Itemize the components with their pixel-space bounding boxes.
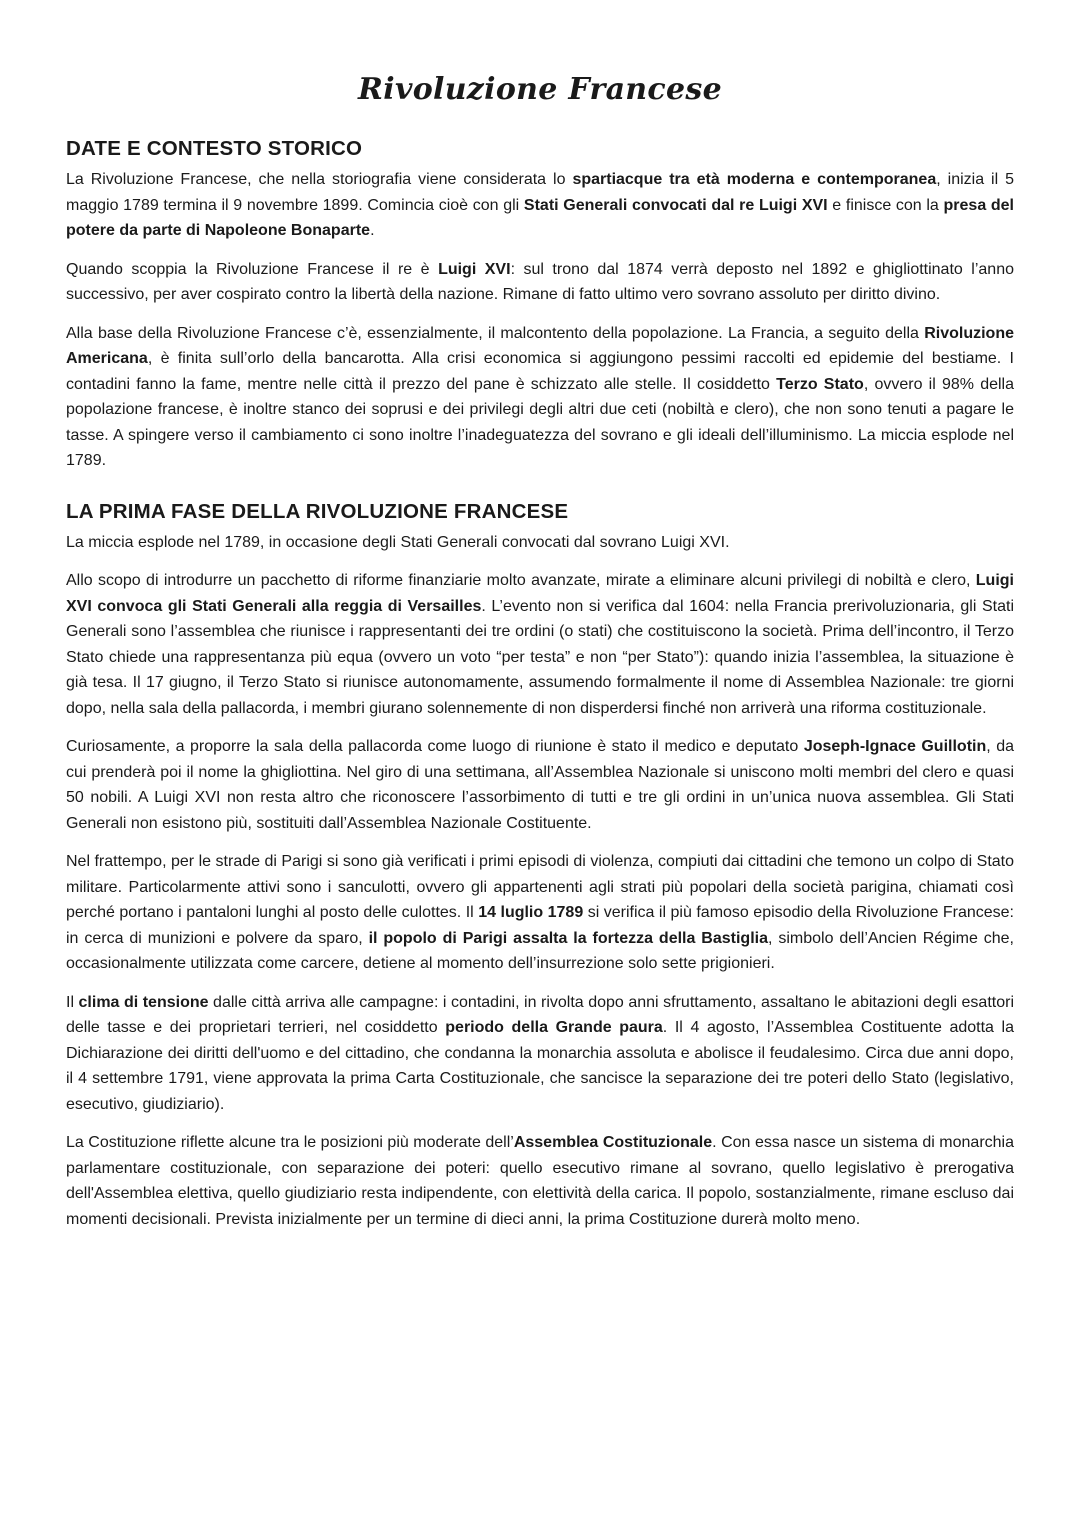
- text-run: si verifica il più famoso episodio della Rivoluzione Francese: in cerca di munizioni e polvere da sparo,: [66, 904, 1015, 947]
- text-run: , è finita sull’orlo della bancarotta. Alla crisi economica si aggiungono pessimi raccolti ed epidemie del bestiame. I contadini fanno la fame, mentre nelle città il prezzo del pane è schizzato alle stelle. Il cosiddetto: [66, 350, 1014, 393]
- text-run: , inizia il 5 maggio 1789 termina il 9 novembre 1899. Comincia cioè con gli: [66, 171, 1015, 214]
- bold-text: Joseph-Ignace Guillotin: [803, 738, 987, 755]
- text-run: Quando scoppia la Rivoluzione Francese il re è: [66, 260, 439, 278]
- bold-text: Rivoluzione Americana: [66, 324, 1014, 367]
- text-run: .: [370, 222, 375, 239]
- paragraph: [66, 167, 1014, 244]
- text-run: La Rivoluzione Francese, che nella storiografia viene considerata lo: [66, 171, 573, 188]
- bold-text: Assemblea Costituzionale: [513, 1134, 713, 1151]
- text-run: Curiosamente, a proporre la sala della pallacorda come luogo di riunione è stato il medico e deputato: [66, 738, 804, 755]
- text-run: e finisce con la: [827, 196, 944, 214]
- paragraph: [66, 990, 1014, 1118]
- bold-text: il popolo di Parigi assalta la fortezza della Bastiglia: [368, 929, 768, 947]
- paragraph: [66, 321, 1014, 474]
- paragraph: [66, 530, 1014, 556]
- bold-text: 14 luglio 1789: [478, 904, 584, 921]
- paragraph: [66, 1130, 1014, 1232]
- text-run: , simbolo dell’Ancien Régime che, occasionalmente utilizzata come carcere, detiene al momento dell’insurrezione solo sette prigionieri.: [66, 929, 1014, 972]
- bold-text: presa del potere da parte di Napoleone Bonaparte: [66, 196, 1015, 239]
- text-run: . L’evento non si verifica dal 1604: nella Francia prerivoluzionaria, gli Stati Generali sono l’assemblea che riunisce i rappresentanti dei tre ordini (o stati) che costituiscono la società. Prima dell’incontro, il Terzo Stato chiede una rappresentanza più equa (ovvero un voto “per testa” e non “per Stato”): quando inizia l’assemblea, la situazione è già tesa. Il 17 giugno, il Terzo Stato si riunisce autonomamente, assumendo formalmente il nome di Assemblea Nazionale: tre giorni dopo, nella sala della pallacorda, i membri giurano solennemente di non disperdersi finché non arriverà una riforma costituzionale.: [66, 597, 1014, 717]
- bold-text: spartiacque tra età moderna e contemporanea: [572, 171, 937, 188]
- text-run: La Costituzione riflette alcune tra le posizioni più moderate dell’: [66, 1134, 514, 1151]
- paragraph: [66, 568, 1014, 721]
- text-run: , da cui prenderà poi il nome la ghigliottina. Nel giro di una settimana, all’Assemblea Nazionale si uniscono molti membri del clero e quasi 50 nobili. A Luigi XVI non resta altro che riconoscere l’assorbimento di tutti e tre gli ordini in un’unica nuova assemblea. Gli Stati Generali non esistono più, sostituiti dall’Assemblea Nazionale Costituente.: [66, 738, 1015, 832]
- bold-text: Luigi XVI: [438, 260, 511, 278]
- document-title: Rivoluzione Francese: [358, 72, 722, 107]
- text-run: Il: [66, 993, 79, 1011]
- document-body: [66, 137, 1014, 1232]
- paragraph: [66, 849, 1014, 977]
- bold-text: clima di tensione: [78, 993, 209, 1011]
- text-run: . Il 4 agosto, l’Assemblea Costituente adotta la Dichiarazione dei diritti dell'uomo e del cittadino, che condanna la monarchia assoluta e abolisce il feudalesimo. Circa due anni dopo, il 4 settembre 1791, viene approvata la prima Carta Costituzionale, che sancisce la separazione dei tre poteri dello Stato (legislativo, esecutivo, giudiziario).: [66, 1019, 1015, 1113]
- text-run: La miccia esplode nel 1789, in occasione degli Stati Generali convocati dal sovrano Luigi XVI.: [66, 533, 730, 551]
- bold-text: Luigi XVI convoca gli Stati Generali alla reggia di Versailles: [66, 572, 1014, 615]
- text-run: dalle città arriva alle campagne: i contadini, in rivolta dopo anni sfruttamento, assaltano le abitazioni degli esattori delle tasse e dei proprietari terrieri, nel cosiddetto: [66, 993, 1014, 1036]
- bold-text: Terzo Stato: [776, 375, 864, 393]
- text-run: Alla base della Rivoluzione Francese c’è, essenzialmente, il malcontento della popolazione. La Francia, a seguito della: [66, 324, 925, 342]
- text-run: Allo scopo di introdurre un pacchetto di riforme finanziarie molto avanzate, mirate a eliminare alcuni privilegi di nobiltà e clero,: [66, 572, 976, 589]
- bold-text: periodo della Grande paura: [445, 1019, 663, 1036]
- text-run: , ovvero il 98% della popolazione francese, è inoltre stanco dei soprusi e dei privilegi degli altri due ceti (nobiltà e clero), che non sono tenuti a pagare le tasse. A spingere verso il cambiamento ci sono inoltre l’inadeguatezza del sovrano e gli ideali dell’illuminismo. La miccia esplode nel 1789.: [66, 375, 1014, 469]
- text-run: . Con essa nasce un sistema di monarchia parlamentare costituzionale, con separazione dei poteri: quello esecutivo rimane al sovrano, quello legislativo è prerogativa dell'Assemblea elettiva, quello giudiziario resta indipendente, con elettività della carica. Il popolo, sostanzialmente, rimane escluso dai momenti decisionali. Prevista inizialmente per un termine di dieci anni, la prima Costituzione durerà molto meno.: [66, 1134, 1015, 1228]
- section-heading: DATE E CONTESTO STORICO: [66, 137, 363, 160]
- section-heading: LA PRIMA FASE DELLA RIVOLUZIONE FRANCESE: [66, 499, 569, 523]
- paragraph: [66, 734, 1014, 836]
- paragraph: [66, 257, 1014, 308]
- text-run: Nel frattempo, per le strade di Parigi si sono già verificati i primi episodi di violenza, compiuti dai cittadini che temono un colpo di Stato militare. Particolarmente attivi sono i sanculotti, ovvero gli appartenenti agli strati più popolari della società parigina, chiamati così perché portano i pantaloni lunghi al posto delle culottes. Il: [66, 853, 1014, 921]
- bold-text: Stati Generali convocati dal re Luigi XVI: [523, 196, 828, 214]
- text-run: : sul trono dal 1874 verrà deposto nel 1892 e ghigliottinato l’anno successivo, per aver cospirato contro la libertà della nazione. Rimane di fatto ultimo vero sovrano assoluto per diritto divino.: [66, 260, 1014, 303]
